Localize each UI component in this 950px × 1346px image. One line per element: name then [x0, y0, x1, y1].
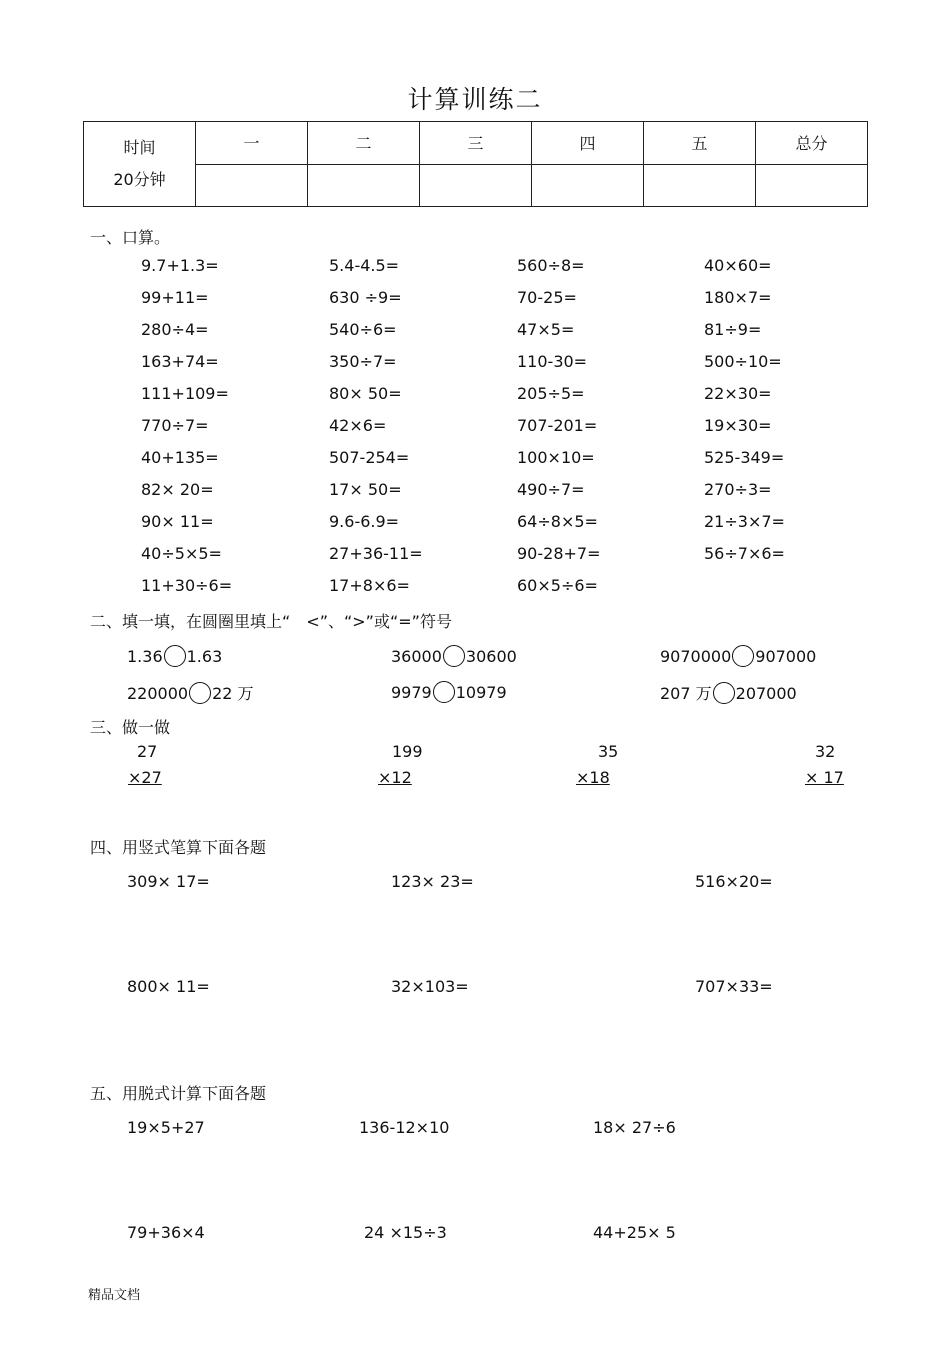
multiplicand: 27	[137, 742, 158, 761]
mental-math-item: 82× 20=	[141, 480, 214, 499]
mental-math-item: 9.7+1.3=	[141, 256, 219, 275]
mental-math-item: 111+109=	[141, 384, 229, 403]
stepwise-problem: 44+25× 5	[593, 1223, 676, 1242]
vertical-problem: 707×33=	[695, 977, 773, 996]
mental-math-item: 21÷3×7=	[704, 512, 785, 531]
multiplicand: 35	[598, 742, 619, 761]
score-blank	[196, 164, 308, 207]
multiplier: ×27	[128, 768, 162, 787]
mental-math-item: 507-254=	[329, 448, 410, 467]
mental-math-item: 100×10=	[517, 448, 595, 467]
section3-heading: 三、做一做	[90, 718, 171, 737]
score-header: 三	[420, 122, 532, 165]
vertical-problem: 516×20=	[695, 872, 773, 891]
compare-item	[660, 681, 797, 704]
mental-math-item: 540÷6=	[329, 320, 397, 339]
answer-circle[interactable]	[732, 645, 754, 667]
mental-math-item: 11+30÷6=	[141, 576, 233, 595]
mental-math-item: 5.4-4.5=	[329, 256, 400, 275]
vertical-problem: 800× 11=	[127, 977, 210, 996]
score-blank	[756, 164, 868, 207]
stepwise-problem: 19×5+27	[127, 1118, 205, 1137]
mental-math-item: 47×5=	[517, 320, 575, 339]
time-value: 20分钟	[113, 170, 166, 189]
section4-heading: 四、用竖式笔算下面各题	[90, 838, 267, 857]
compare-right: 907000	[755, 647, 817, 666]
mental-math-item: 180×7=	[704, 288, 772, 307]
mental-math-item: 770÷7=	[141, 416, 209, 435]
compare-left: 207 万	[660, 684, 712, 703]
mental-math-item: 40+135=	[141, 448, 219, 467]
stepwise-problem: 79+36×4	[127, 1223, 205, 1242]
mental-math-item: 40÷5×5=	[141, 544, 222, 563]
answer-circle[interactable]	[713, 682, 735, 704]
compare-item	[391, 645, 517, 667]
mental-math-item: 270÷3=	[704, 480, 772, 499]
compare-left: 36000	[391, 647, 442, 666]
compare-right: 10979	[455, 683, 507, 702]
section1-heading: 一、口算。	[90, 228, 171, 247]
mental-math-item: 707-201=	[517, 416, 598, 435]
mental-math-item: 205÷5=	[517, 384, 585, 403]
stepwise-problem: 136-12×10	[359, 1118, 450, 1137]
compare-item	[391, 681, 507, 703]
mental-math-item: 64÷8×5=	[517, 512, 598, 531]
compare-left: 1.36	[127, 647, 163, 666]
mental-math-item: 60×5÷6=	[517, 576, 598, 595]
score-blank	[532, 164, 644, 207]
mental-math-item: 350÷7=	[329, 352, 397, 371]
mental-math-item: 280÷4=	[141, 320, 209, 339]
mental-math-item: 70-25=	[517, 288, 577, 307]
compare-right: 22 万	[212, 684, 254, 703]
stepwise-problem: 24 ×15÷3	[364, 1223, 447, 1242]
mental-math-item: 560÷8=	[517, 256, 585, 275]
compare-item	[127, 681, 254, 704]
compare-left: 9070000	[660, 647, 732, 666]
score-header: 二	[308, 122, 420, 165]
mental-math-item: 56÷7×6=	[704, 544, 785, 563]
score-blank	[308, 164, 420, 207]
vertical-problem: 309× 17=	[127, 872, 210, 891]
compare-right: 1.63	[186, 647, 223, 666]
mental-math-item: 17+8×6=	[329, 576, 410, 595]
mental-math-item: 110-30=	[517, 352, 588, 371]
answer-circle[interactable]	[433, 681, 455, 703]
compare-left: 9979	[391, 683, 432, 702]
compare-right: 30600	[465, 647, 517, 666]
vertical-problem: 123× 23=	[391, 872, 474, 891]
compare-right: 207000	[735, 684, 797, 703]
score-header: 一	[196, 122, 308, 165]
time-cell	[84, 122, 196, 207]
stepwise-problem: 18× 27÷6	[593, 1118, 676, 1137]
compare-item	[660, 645, 816, 667]
mental-math-item: 42×6=	[329, 416, 387, 435]
mental-math-item: 500÷10=	[704, 352, 782, 371]
mental-math-item: 22×30=	[704, 384, 772, 403]
mental-math-item: 80× 50=	[329, 384, 402, 403]
compare-left: 220000	[127, 684, 189, 703]
score-header: 总分	[756, 122, 868, 165]
mental-math-item: 40×60=	[704, 256, 772, 275]
footer-text: 精品文档	[88, 1288, 141, 1303]
mental-math-item: 490÷7=	[517, 480, 585, 499]
time-label: 时间	[123, 138, 156, 157]
answer-circle[interactable]	[443, 645, 465, 667]
mental-math-item: 630 ÷9=	[329, 288, 402, 307]
mental-math-item: 81÷9=	[704, 320, 762, 339]
mental-math-item: 90× 11=	[141, 512, 214, 531]
score-header: 四	[532, 122, 644, 165]
multiplicand: 32	[815, 742, 836, 761]
multiplicand: 199	[392, 742, 423, 761]
mental-math-item: 27+36-11=	[329, 544, 423, 563]
multiplier: ×18	[576, 768, 610, 787]
multiplier: ×12	[378, 768, 412, 787]
score-blank	[420, 164, 532, 207]
answer-circle[interactable]	[164, 645, 186, 667]
mental-math-item: 19×30=	[704, 416, 772, 435]
page-title: 计算训练二	[407, 85, 543, 114]
section5-heading: 五、用脱式计算下面各题	[90, 1084, 267, 1103]
compare-item	[127, 645, 222, 667]
mental-math-item: 163+74=	[141, 352, 219, 371]
mental-math-item: 90-28+7=	[517, 544, 601, 563]
answer-circle[interactable]	[189, 682, 211, 704]
score-header: 五	[644, 122, 756, 165]
mental-math-item: 99+11=	[141, 288, 209, 307]
section2-heading: 二、填一填，在圆圈里填上“ <”、“>”或“=”符号	[90, 612, 452, 631]
score-blank	[644, 164, 756, 207]
mental-math-item: 17× 50=	[329, 480, 402, 499]
mental-math-item: 9.6-6.9=	[329, 512, 400, 531]
mental-math-item: 525-349=	[704, 448, 785, 467]
score-table	[83, 121, 868, 207]
multiplier: × 17	[805, 768, 844, 787]
vertical-problem: 32×103=	[391, 977, 469, 996]
